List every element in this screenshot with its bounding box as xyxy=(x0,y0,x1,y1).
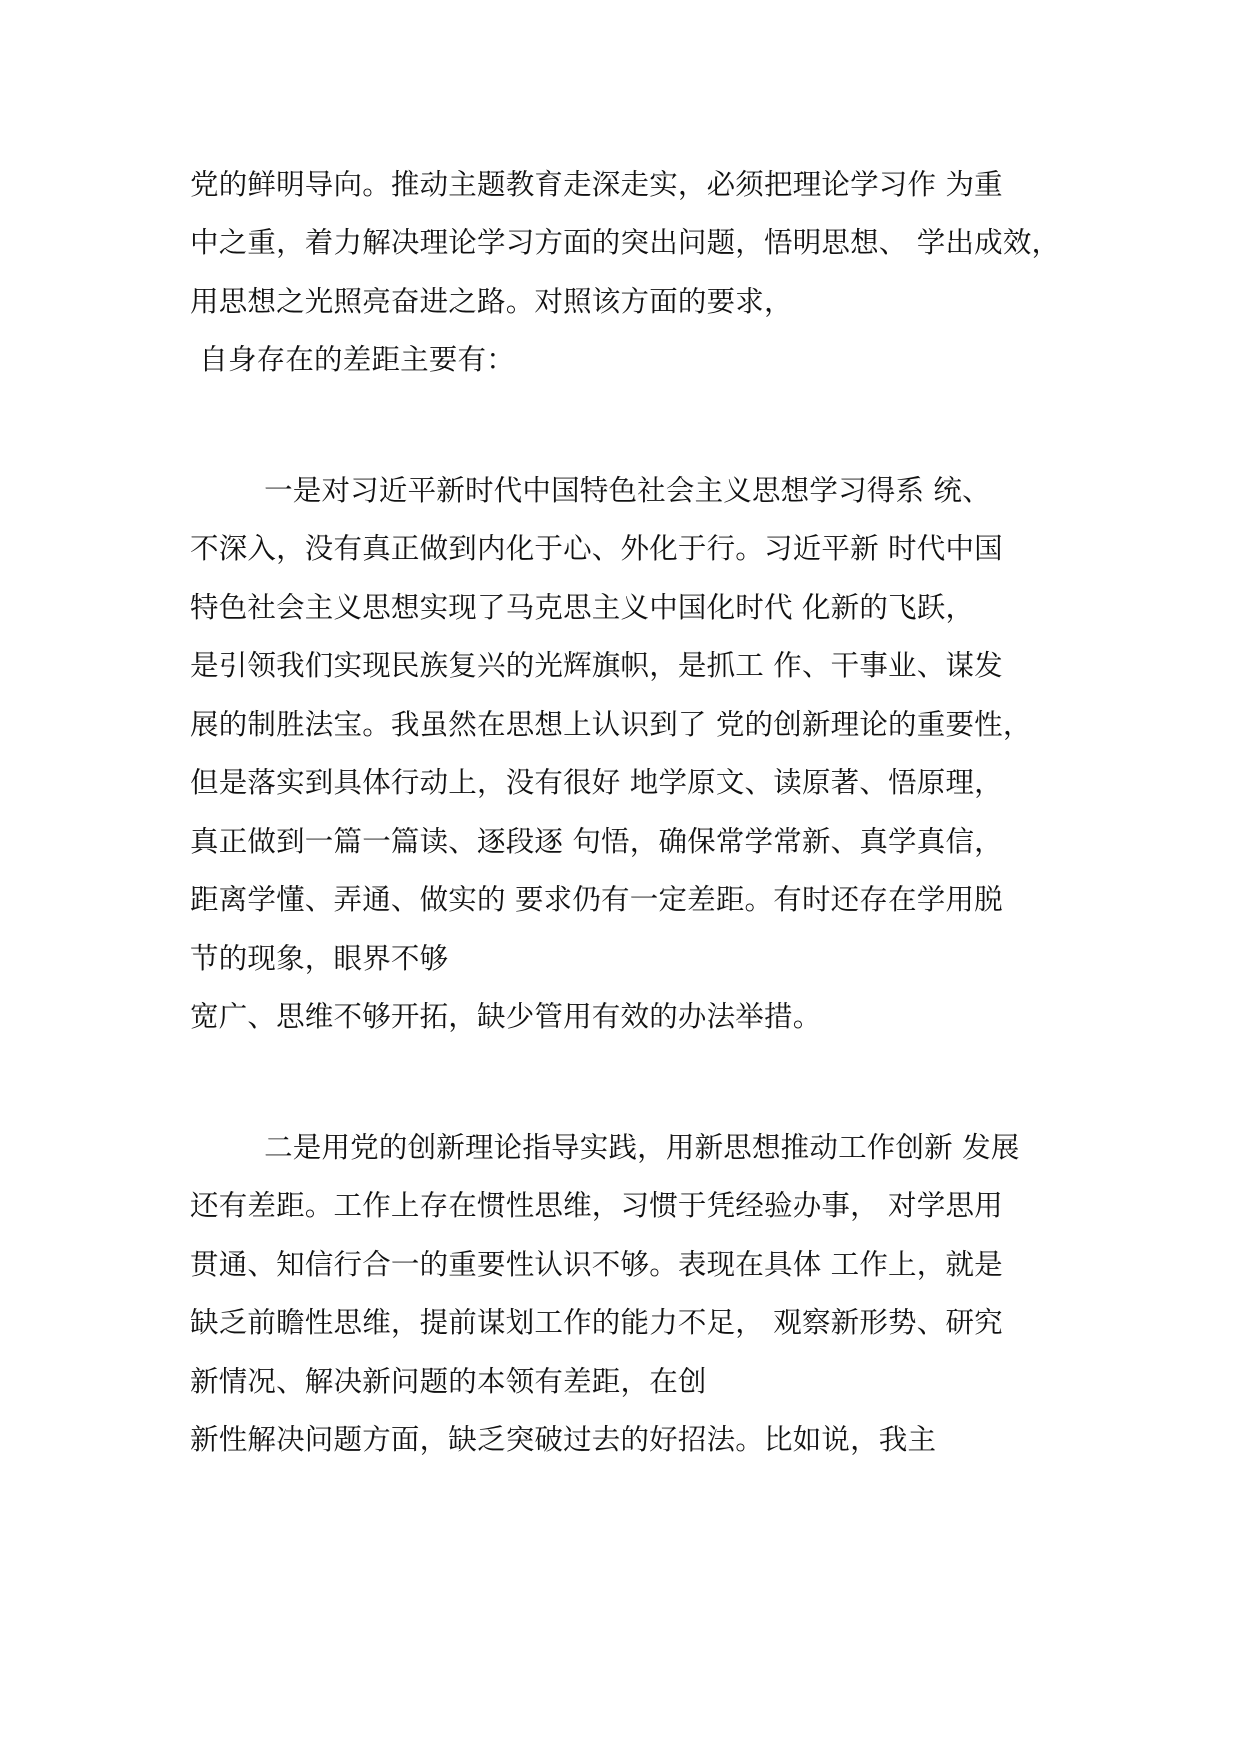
text-line: 宽广、思维不够开拓，缺少管用有效的办法举措。 xyxy=(190,1000,822,1033)
text-line: 真正做到一篇一篇读、逐段逐 句悟，确保常学常新、真学真信， xyxy=(190,825,1003,858)
text-line: 党的鲜明导向。推动主题教育走深走实，必须把理论学习作 为重 xyxy=(190,168,1003,201)
text-line: 贯通、知信行合一的重要性认识不够。表现在具体 工作上，就是 xyxy=(190,1248,1003,1281)
text-line: 二是用党的创新理论指导实践，用新思想推动工作创新 发展 xyxy=(190,1131,1020,1164)
text-line: 自身存在的差距主要有： xyxy=(190,343,515,376)
text-line: 新性解决问题方面，缺乏突破过去的好招法。比如说，我主 xyxy=(190,1423,937,1456)
text-line: 节的现象，眼界不够 xyxy=(190,942,449,975)
text-line: 还有差距。工作上存在惯性思维，习惯于凭经验办事， 对学思用 xyxy=(190,1189,1003,1222)
text-line: 中之重，着力解决理论学习方面的突出问题，悟明思想、 学出成效， xyxy=(190,226,1061,259)
text-line: 是引领我们实现民族复兴的光辉旗帜，是抓工 作、干事业、谋发 xyxy=(190,649,1003,682)
text-line: 但是落实到具体行动上，没有很好 地学原文、读原著、悟原理， xyxy=(190,766,1003,799)
text-line: 用思想之光照亮奋进之路。对照该方面的要求， xyxy=(190,285,793,318)
text-line: 不深入，没有真正做到内化于心、外化于行。习近平新 时代中国 xyxy=(190,532,1003,565)
text-line: 一是对习近平新时代中国特色社会主义思想学习得系 统、 xyxy=(190,474,991,507)
text-line: 距离学懂、弄通、做实的 要求仍有一定差距。有时还存在学用脱 xyxy=(190,883,1003,916)
text-line: 特色社会主义思想实现了马克思主义中国化时代 化新的飞跃， xyxy=(190,591,975,624)
text-line: 新情况、解决新问题的本领有差距，在创 xyxy=(190,1365,707,1398)
text-line: 缺乏前瞻性思维，提前谋划工作的能力不足， 观察新形势、研究 xyxy=(190,1306,1003,1339)
text-line: 展的制胜法宝。我虽然在思想上认识到了 党的创新理论的重要性， xyxy=(190,708,1032,741)
